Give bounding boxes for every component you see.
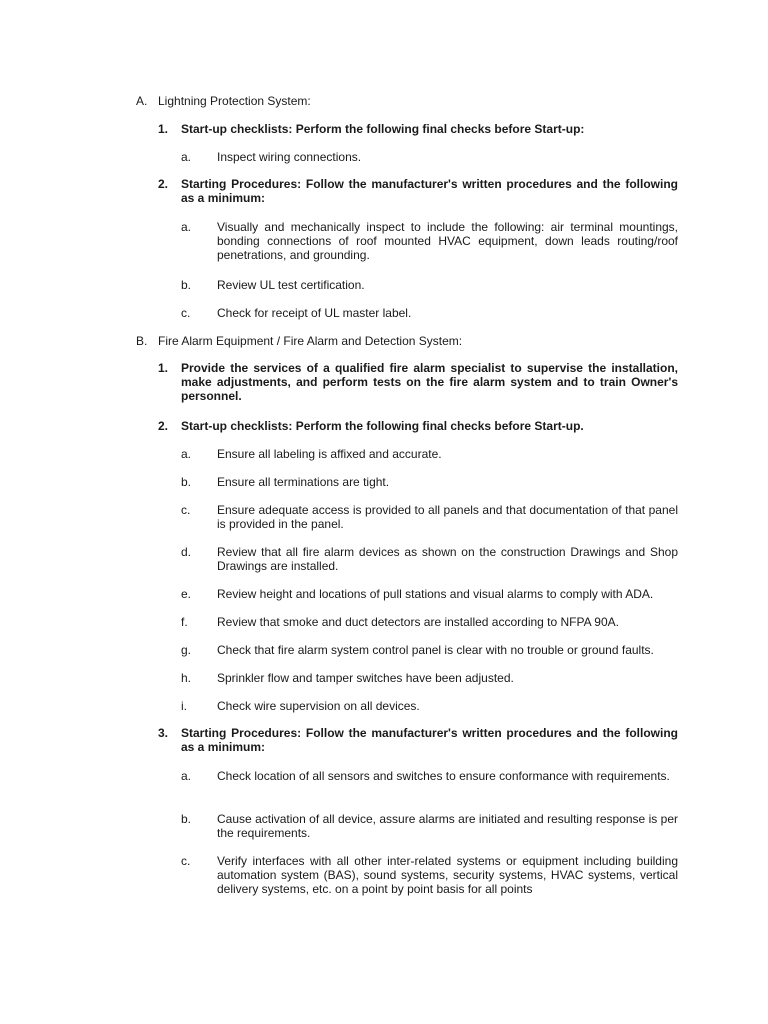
section-letter: B. [136,334,148,348]
sub-letter: b. [181,812,192,826]
item-text: Start-up checklists: Perform the following final checks before Start-up. [181,419,584,433]
sub-text: Ensure adequate access is provided to all panels and that documentation of that panel is provided in the panel. [217,503,678,531]
sub-text: Visually and mechanically inspect to include the following: air terminal mountings, bonding connections of roof mounted HVAC equipment, down leads routing/roof penetrations, and grounding. [217,220,678,262]
section-title: Fire Alarm Equipment / Fire Alarm and Detection System: [158,334,463,348]
item-number: 3. [158,726,169,740]
item-text: Starting Procedures: Follow the manufacturer's written procedures and the following as a minimum: [181,726,678,754]
item-number: 2. [158,419,169,433]
sub-letter: c. [181,503,191,517]
sub-text: Review that smoke and duct detectors are installed according to NFPA 90A. [217,615,619,629]
sub-letter: a. [181,769,192,783]
item-text: Starting Procedures: Follow the manufacturer's written procedures and the following as a minimum: [181,177,678,205]
sub-letter: h. [181,671,192,685]
sub-letter: f. [181,615,188,629]
sub-text: Inspect wiring connections. [217,150,362,164]
sub-letter: a. [181,150,192,164]
sub-text: Review height and locations of pull stations and visual alarms to comply with ADA. [217,587,654,601]
sub-text: Ensure all labeling is affixed and accurate. [217,447,442,461]
sub-letter: g. [181,643,192,657]
sub-text: Check location of all sensors and switches to ensure conformance with requirements. [217,769,670,783]
sub-text: Review that all fire alarm devices as shown on the construction Drawings and Shop Drawings are installed. [217,545,678,573]
sub-text: Sprinkler flow and tamper switches have been adjusted. [217,671,514,685]
item-number: 1. [158,122,169,136]
section-letter: A. [136,94,148,108]
item-text: Provide the services of a qualified fire alarm specialist to supervise the installation, make adjustments, and perform tests on the fire alarm system and to train Owner's personnel. [181,361,678,403]
sub-text: Verify interfaces with all other inter-related systems or equipment including building automation system (BAS), sound systems, security systems, HVAC systems, vertical delivery systems, etc. on a point by point basis for all points [217,854,678,896]
sub-text: Cause activation of all device, assure alarms are initiated and resulting response is per the requirements. [217,812,678,840]
sub-letter: c. [181,854,191,868]
sub-letter: e. [181,587,192,601]
sub-letter: b. [181,475,192,489]
item-text: Start-up checklists: Perform the following final checks before Start-up: [181,122,585,136]
item-number: 2. [158,177,169,191]
sub-letter: a. [181,447,192,461]
section-title: Lightning Protection System: [158,94,311,108]
sub-text: Check wire supervision on all devices. [217,699,420,713]
sub-text: Ensure all terminations are tight. [217,475,390,489]
sub-letter: i. [181,699,187,713]
item-number: 1. [158,361,169,375]
sub-letter: d. [181,545,192,559]
sub-letter: b. [181,278,192,292]
sub-text: Review UL test certification. [217,278,365,292]
sub-text: Check that fire alarm system control panel is clear with no trouble or ground faults. [217,643,654,657]
sub-letter: a. [181,220,192,234]
sub-text: Check for receipt of UL master label. [217,306,412,320]
sub-letter: c. [181,306,191,320]
